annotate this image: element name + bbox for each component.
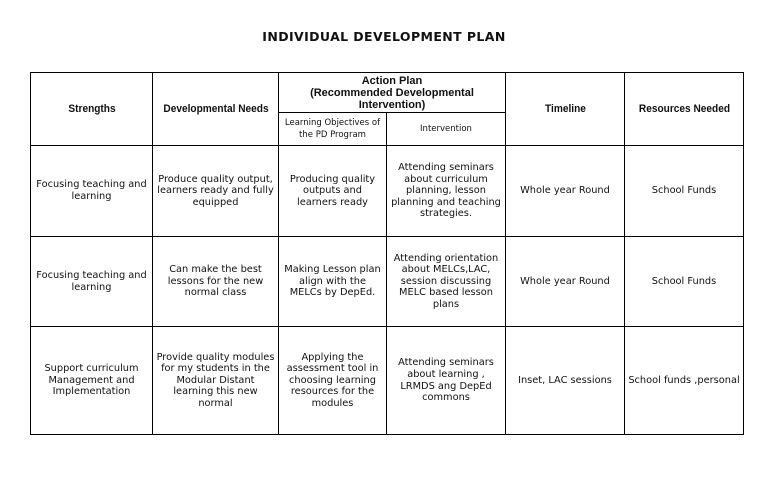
cell-resources-needed: School funds ,personal <box>625 327 744 435</box>
action-plan-title: Action Plan <box>361 74 423 87</box>
header-timeline: Timeline <box>510 73 619 146</box>
header-action-plan <box>279 73 506 113</box>
cell-developmental-needs: Produce quality output, learners ready and fully equipped <box>153 146 279 237</box>
cell-learning-objectives: Producing quality outputs and learners ready <box>279 146 387 237</box>
cell-learning-objectives: Applying the assessment tool in choosing learning resources for the modules <box>279 327 387 435</box>
cell-developmental-needs: Provide quality modules for my students in the Modular Distant learning this new normal <box>153 327 279 435</box>
header-resources-needed: Resources Needed <box>629 73 738 146</box>
header-row <box>31 73 744 113</box>
cell-strengths: Focusing teaching and learning <box>31 146 153 237</box>
action-plan-subtitle: (Recommended Developmental Intervention) <box>310 86 474 111</box>
cell-timeline: Whole year Round <box>506 146 625 237</box>
header-developmental-needs: Developmental Needs <box>158 73 274 146</box>
table-row <box>31 327 744 435</box>
header-intervention: Intervention <box>387 113 506 146</box>
cell-learning-objectives: Making Lesson plan align with the MELCs by DepEd. <box>279 237 387 327</box>
cell-resources-needed: School Funds <box>625 146 744 237</box>
table-row <box>31 237 744 327</box>
cell-intervention: Attending seminars about curriculum planning, lesson planning and teaching strategies. <box>387 146 506 237</box>
cell-strengths: Support curriculum Management and Implementation <box>31 327 153 435</box>
cell-strengths: Focusing teaching and learning <box>31 237 153 327</box>
cell-timeline: Whole year Round <box>506 237 625 327</box>
cell-developmental-needs: Can make the best lessons for the new normal class <box>153 237 279 327</box>
cell-intervention: Attending orientation about MELCs,LAC, session discussing MELC based lesson plans <box>387 237 506 327</box>
table-row <box>31 146 744 237</box>
cell-timeline: Inset, LAC sessions <box>506 327 625 435</box>
cell-resources-needed: School Funds <box>625 237 744 327</box>
cell-intervention: Attending seminars about learning , LRMDS ang DepEd commons <box>387 327 506 435</box>
header-learning-objectives: Learning Objectives of the PD Program <box>279 113 387 146</box>
development-plan-table <box>30 72 744 435</box>
header-strengths: Strengths <box>35 73 147 146</box>
page-title: INDIVIDUAL DEVELOPMENT PLAN <box>262 29 506 44</box>
